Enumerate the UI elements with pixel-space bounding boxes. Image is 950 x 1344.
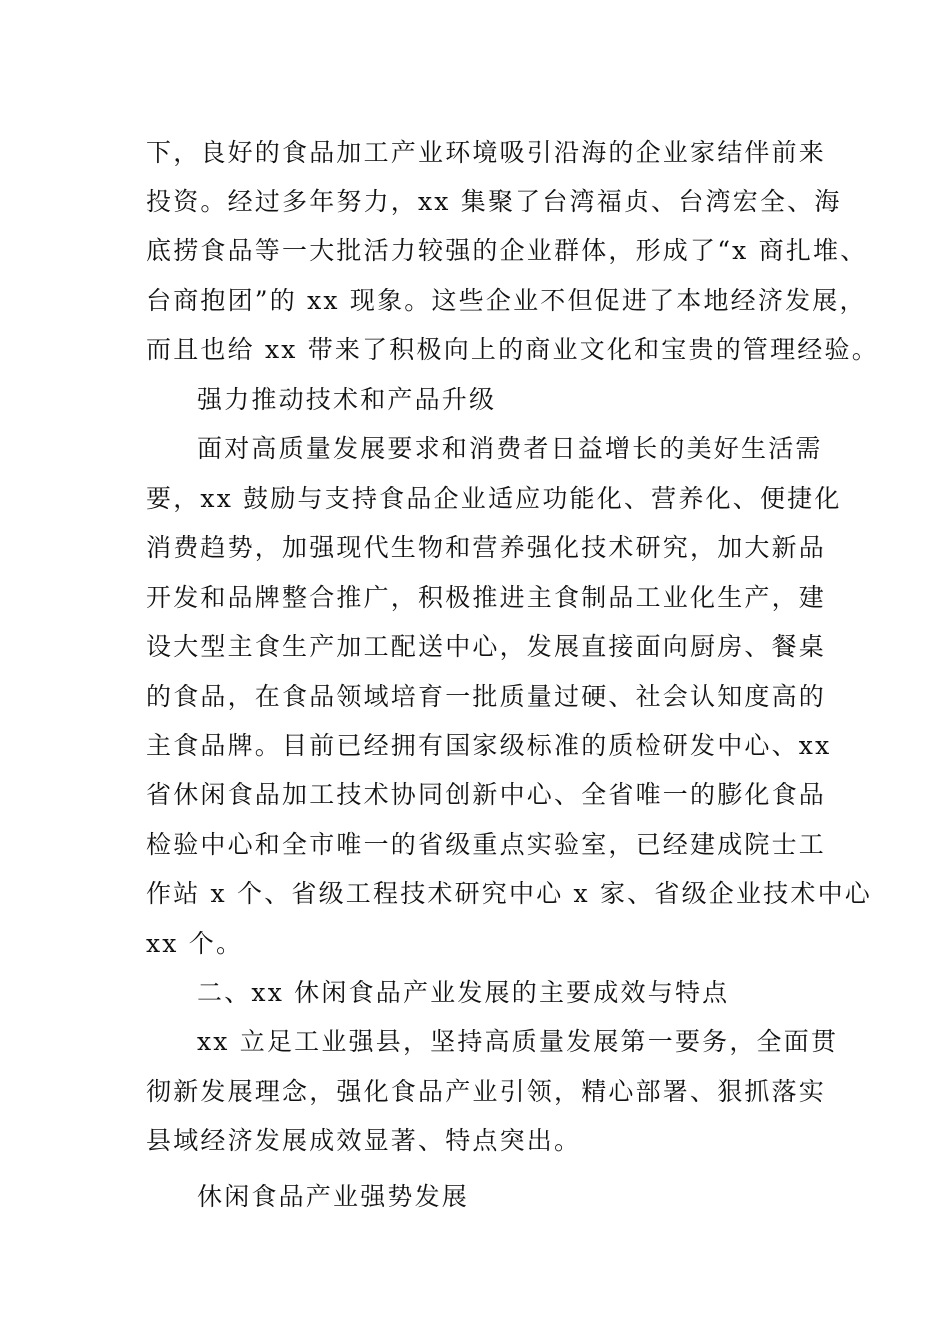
section-heading: 二、xx 休闲食品产业发展的主要成效与特点 [197,978,730,1007]
paragraph-line: 开发和品牌整合推广，积极推进主食制品工业化生产，建 [146,583,827,612]
paragraph-line: xx 立足工业强县，坚持高质量发展第一要务，全面贯 [197,1027,839,1056]
paragraph-line: 面对高质量发展要求和消费者日益增长的美好生活需 [197,434,823,463]
paragraph-line: 县域经济发展成效显著、特点突出。 [146,1126,582,1155]
section-heading: 休闲食品产业强势发展 [197,1182,470,1211]
paragraph-line: 投资。经过多年努力，xx 集聚了台湾福贞、台湾宏全、海 [146,187,842,216]
paragraph-line: 省休闲食品加工技术协同创新中心、全省唯一的膨化食品 [146,780,827,809]
paragraph-line: 的食品，在食品领域培育一批质量过硬、社会认知度高的 [146,682,827,711]
paragraph-line: 检验中心和全市唯一的省级重点实验室，已经建成院士工 [146,830,827,859]
paragraph-line: xx 个。 [146,929,244,958]
paragraph-line: 作站 x 个、省级工程技术研究中心 x 家、省级企业技术中心 [146,879,872,908]
paragraph-line: 而且也给 xx 带来了积极向上的商业文化和宝贵的管理经验。 [146,335,879,364]
paragraph-line: 底捞食品等一大批活力较强的企业群体，形成了“x 商扎堆、 [146,236,868,265]
section-heading: 强力推动技术和产品升级 [197,385,497,414]
paragraph-line: 要，xx 鼓励与支持食品企业适应功能化、营养化、便捷化 [146,484,842,513]
paragraph-line: 下，良好的食品加工产业环境吸引沿海的企业家结伴前来 [146,138,827,167]
paragraph-line: 消费趋势，加强现代生物和营养强化技术研究，加大新品 [146,533,827,562]
paragraph-line: 台商抱团”的 xx 现象。这些企业不但促进了本地经济发展， [146,286,867,315]
paragraph-line: 主食品牌。目前已经拥有国家级标准的质检研发中心、xx [146,731,832,760]
paragraph-line: 彻新发展理念，强化食品产业引领，精心部署、狠抓落实 [146,1077,827,1106]
paragraph-line: 设大型主食生产加工配送中心，发展直接面向厨房、餐桌 [146,632,827,661]
